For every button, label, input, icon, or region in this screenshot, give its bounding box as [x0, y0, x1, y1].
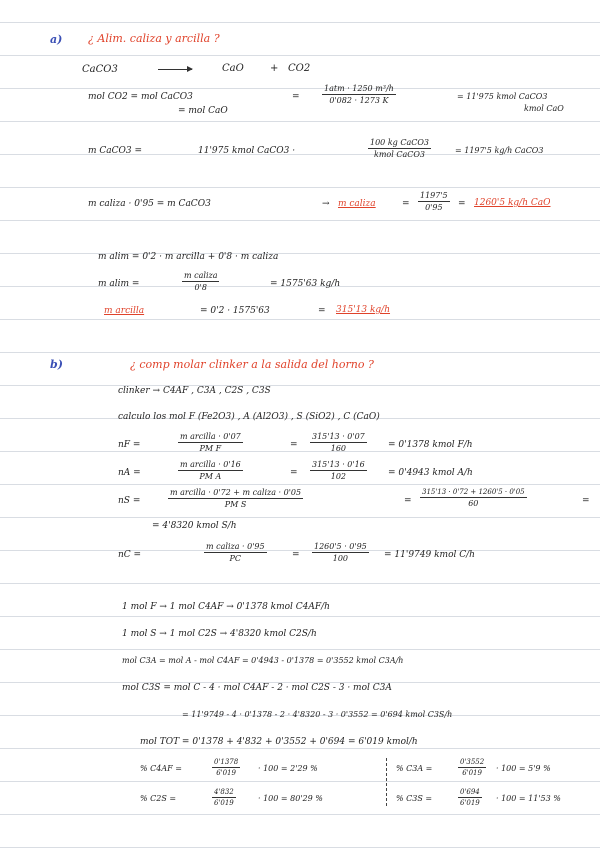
pct-c2s-num: 4'832: [214, 788, 234, 796]
na-fraction: [178, 460, 243, 481]
nc-numerator-values: 1260'5 · 0'95: [314, 542, 367, 551]
feed-fraction: [182, 271, 219, 292]
nc-denominator-values: 100: [332, 554, 349, 563]
nf-result: = 0'1378 kmol F/h: [388, 440, 473, 450]
nc-fraction-values: [312, 542, 369, 563]
product-co2: CO2: [288, 63, 311, 74]
nc-lhs: nC =: [118, 550, 142, 560]
feed-lhs: m alim =: [98, 279, 140, 289]
c3a-calc: mol C3A = mol A - mol C4AF = 0'4943 - 0'1378 = 0'3552 kmol C3A/h: [122, 656, 404, 665]
equals: =: [292, 92, 300, 102]
na-numerator: m arcilla · 0'16: [180, 460, 241, 469]
ns-lhs: nS =: [118, 496, 141, 506]
product-cao: CaO: [222, 63, 244, 74]
ns-result: = 4'8320 kmol S/h: [152, 521, 237, 531]
nf-denominator-values: 160: [330, 444, 347, 453]
pct-c2s-rest: · 100 = 80'29 %: [258, 794, 323, 803]
pct-c3a-lhs: % C3A =: [396, 764, 433, 773]
pct-c3s-fraction: [458, 788, 482, 807]
ns-fraction-values: [420, 488, 527, 508]
plus-sign: +: [270, 63, 279, 74]
moles-result-cao: kmol CaO: [524, 104, 564, 113]
section-b-question: ¿ comp molar clinker a la salida del horno ?: [130, 358, 374, 371]
ns-tail: =: [582, 496, 590, 506]
molar-mass-denominator: kmol CaCO3: [373, 150, 425, 159]
arcilla-label: m arcilla: [104, 306, 145, 316]
moles-calc-intro: calculo los mol F (Fe2O3) , A (Al2O3) , S (SiO2) , C (CaO): [118, 412, 380, 422]
nf-lhs: nF =: [118, 440, 141, 450]
caliza-denominator: 0'95: [425, 203, 443, 212]
na-fraction-values: [310, 460, 367, 481]
pct-c4af-den: 6'019: [216, 769, 236, 777]
pct-c3a-den: 6'019: [462, 769, 482, 777]
moles-equality-cao: = mol CaO: [178, 106, 228, 116]
na-denominator: PM A: [199, 472, 222, 481]
pct-c3a-rest: · 100 = 5'9 %: [496, 764, 551, 773]
feed-balance: m alim = 0'2 · m arcilla + 0'8 · m caliza: [98, 252, 279, 262]
caliza-eq2: =: [458, 199, 466, 209]
pct-c3s-rest: · 100 = 11'53 %: [496, 794, 561, 803]
mass-caco3-mid: 11'975 kmol CaCO3 ·: [198, 146, 296, 156]
nf-fraction-values: [310, 432, 367, 453]
section-a-question: ¿ Alim. caliza y arcilla ?: [88, 32, 220, 45]
feed-result: = 1575'63 kg/h: [270, 279, 341, 289]
feed-numerator: m caliza: [184, 271, 218, 280]
na-denominator-values: 102: [330, 472, 347, 481]
arcilla-result: 315'13 kg/h: [336, 305, 391, 315]
clinker-components: clinker → C4AF , C3A , C2S , C3S: [118, 386, 271, 396]
mass-caco3-lhs: m CaCO3 =: [88, 146, 143, 156]
na-numerator-values: 315'13 · 0'16: [312, 460, 365, 469]
arcilla-eq: =: [318, 306, 326, 316]
section-b-label: b): [50, 358, 63, 371]
map-f-c4af: 1 mol F → 1 mol C4AF → 0'1378 kmol C4AF/h: [122, 602, 330, 612]
na-lhs: nA =: [118, 468, 141, 478]
total-moles: mol TOT = 0'1378 + 4'832 + 0'3552 + 0'694 = 6'019 kmol/h: [140, 737, 418, 747]
nf-fraction: [178, 432, 243, 453]
reaction-arrow: [158, 69, 192, 70]
pct-c3a-num: 0'3552: [460, 758, 485, 766]
nf-numerator: m arcilla · 0'07: [180, 432, 241, 441]
molar-mass-fraction: [368, 138, 431, 159]
pct-c3s-lhs: % C3S =: [396, 794, 433, 803]
c3s-calc-2: = 11'9749 - 4 · 0'1378 - 2 · 4'8320 - 3 · 0'3552 = 0'694 kmol C3S/h: [182, 710, 453, 719]
caliza-eq: =: [402, 199, 410, 209]
molar-mass-numerator: 100 kg CaCO3: [370, 138, 429, 147]
nf-denominator: PM F: [199, 444, 222, 453]
pct-c3a-fraction: [458, 758, 486, 777]
ns-fraction: [168, 488, 303, 509]
pct-c2s-den: 6'019: [214, 799, 234, 807]
nc-fraction: [204, 542, 267, 563]
caliza-result: 1260'5 kg/h CaO: [474, 198, 551, 208]
mass-caco3-result: = 1197'5 kg/h CaCO3: [455, 146, 544, 155]
nc-result: = 11'9749 kmol C/h: [384, 550, 475, 560]
pct-c2s-lhs: % C2S =: [140, 794, 177, 803]
caliza-balance: m caliza · 0'95 = m CaCO3: [88, 199, 211, 209]
ns-denominator-values: 60: [468, 499, 479, 508]
caliza-fraction: [418, 191, 450, 212]
section-a-label: a): [50, 33, 63, 46]
na-eq: =: [290, 468, 298, 478]
nf-numerator-values: 315'13 · 0'07: [312, 432, 365, 441]
ideal-gas-denominator: 0'082 · 1273 K: [329, 96, 389, 105]
caliza-target: m caliza: [338, 199, 376, 209]
pct-c4af-fraction: [212, 758, 240, 777]
moles-equality: mol CO2 = mol CaCO3: [88, 92, 193, 102]
nc-numerator: m caliza · 0'95: [206, 542, 265, 551]
ns-numerator: m arcilla · 0'72 + m caliza · 0'05: [170, 488, 302, 497]
caliza-numerator: 1197'5: [420, 191, 448, 200]
map-s-c2s: 1 mol S → 1 mol C2S → 4'8320 kmol C2S/h: [122, 629, 317, 639]
nc-denominator: PC: [229, 554, 242, 563]
pct-c3s-num: 0'694: [460, 788, 480, 796]
ns-eq: =: [404, 496, 412, 506]
c3s-calc-1: mol C3S = mol C - 4 · mol C4AF - 2 · mol C2S - 3 · mol C3A: [122, 683, 392, 693]
reactant: CaCO3: [82, 64, 118, 75]
ns-numerator-values: 315'13 · 0'72 + 1260'5 · 0'05: [422, 488, 525, 496]
na-result: = 0'4943 kmol A/h: [388, 468, 473, 478]
arcilla-rhs: = 0'2 · 1575'63: [200, 306, 270, 316]
moles-result: = 11'975 kmol CaCO3: [457, 92, 548, 101]
pct-c3s-den: 6'019: [460, 799, 480, 807]
pct-c4af-lhs: % C4AF =: [140, 764, 182, 773]
caliza-arrow: →: [322, 199, 330, 209]
pct-c4af-rest: · 100 = 2'29 %: [258, 764, 318, 773]
nc-eq: =: [292, 550, 300, 560]
pct-c2s-fraction: [212, 788, 236, 807]
nf-eq: =: [290, 440, 298, 450]
ideal-gas-fraction: [322, 84, 396, 105]
ns-denominator: PM S: [224, 500, 247, 509]
pct-c4af-num: 0'1378: [214, 758, 239, 766]
ideal-gas-numerator: 1atm · 1250 m³/h: [324, 84, 394, 93]
column-divider: [386, 758, 387, 806]
feed-denominator: 0'8: [194, 283, 207, 292]
